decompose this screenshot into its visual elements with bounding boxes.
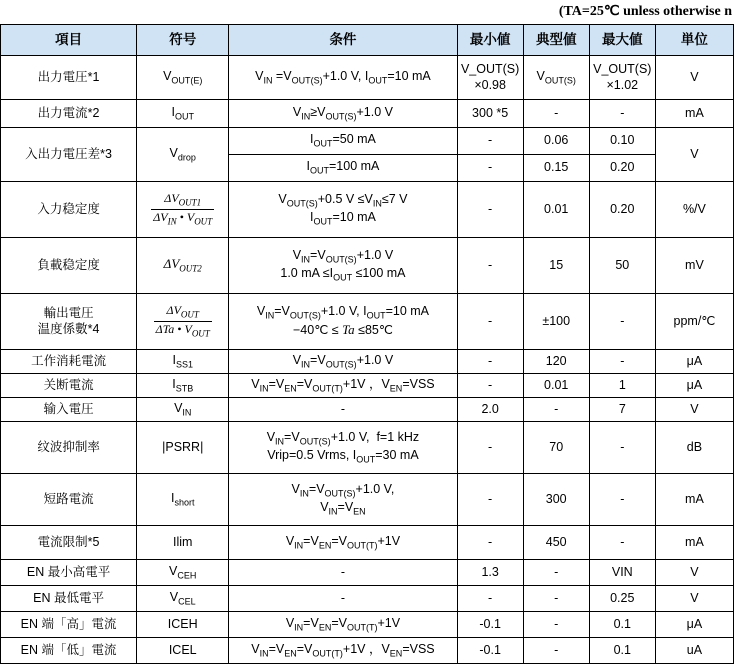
row-condition: $V_{IN}=V_{EN}=V_{OUT(T)}+1V$ ，$V_{EN}=VSS$ — [229, 374, 457, 398]
row-min: - — [457, 238, 523, 294]
row-condition: $I_{OUT}=100$ mA — [229, 155, 457, 182]
row-symbol: Ilim — [137, 526, 229, 560]
row-condition: $V_{IN}=V_{EN}=V_{OUT(T)}+1V$ — [229, 526, 457, 560]
row-item: 短路電流 — [1, 474, 137, 526]
row-symbol: $I_{OUT}$ — [137, 100, 229, 128]
row-max: - — [589, 100, 655, 128]
row-min — [457, 56, 523, 100]
row-item: EN 最低電平 — [1, 586, 137, 612]
row-max: 50 — [589, 238, 655, 294]
row-unit: ppm/℃ — [655, 294, 733, 350]
table-caption: (TA=25℃ unless otherwise n — [558, 4, 732, 19]
symbol-delta: $\Delta V_{OUT2}$ — [163, 256, 202, 274]
row-condition: $V_{IN}=V_{OUT(S)}+1.0$ V, $V_{IN}=V_{EN}$ — [229, 474, 457, 526]
table-row — [1, 56, 734, 100]
fraction-numerator: $\Delta V_{OUT1}$ — [151, 192, 214, 210]
row-min: - — [457, 422, 523, 474]
column-header-condition: 条件 — [229, 25, 457, 56]
row-unit: V — [655, 398, 733, 422]
table-row — [1, 100, 734, 128]
row-typ: 0.15 — [523, 155, 589, 182]
row-min: - — [457, 526, 523, 560]
row-item: 工作消耗電流 — [1, 350, 137, 374]
row-typ: 70 — [523, 422, 589, 474]
column-header-min: 最小値 — [457, 25, 523, 56]
row-max: 0.20 — [589, 155, 655, 182]
column-header-typ: 典型値 — [523, 25, 589, 56]
row-min: - — [457, 294, 523, 350]
table-header-row — [1, 25, 734, 56]
table-row — [1, 612, 734, 638]
row-unit: V — [655, 560, 733, 586]
row-symbol: $V_{CEL}$ — [137, 586, 229, 612]
row-symbol: $I_{SS1}$ — [137, 350, 229, 374]
table-row — [1, 294, 734, 350]
table-row — [1, 238, 734, 294]
row-max: - — [589, 294, 655, 350]
row-condition: $V_{IN}=V_{OUT(S)}+1.0$ V, f=1 kHz Vrip=0.5 Vrms, $I_{OUT}=30$ mA — [229, 422, 457, 474]
row-typ: 120 — [523, 350, 589, 374]
row-max: - — [589, 350, 655, 374]
row-min: 2.0 — [457, 398, 523, 422]
row-item: 纹波抑制率 — [1, 422, 137, 474]
row-item: EN 端「低」電流 — [1, 638, 137, 664]
symbol-fraction — [154, 304, 212, 338]
row-item: 输入電圧 — [1, 398, 137, 422]
row-typ: - — [523, 560, 589, 586]
row-typ: - — [523, 638, 589, 664]
row-min: 1.3 — [457, 560, 523, 586]
table-row — [1, 128, 734, 155]
row-max: 7 — [589, 398, 655, 422]
row-item: 入力稳定度 — [1, 182, 137, 238]
row-unit: V — [655, 586, 733, 612]
table-row — [1, 398, 734, 422]
row-symbol: $V_{drop}$ — [137, 128, 229, 182]
row-unit: μA — [655, 350, 733, 374]
row-item: EN 端「高」電流 — [1, 612, 137, 638]
row-symbol: $V_{OUT(E)}$ — [137, 56, 229, 100]
electrical-characteristics-table — [0, 24, 734, 664]
item-line1: 輸出電圧 — [43, 305, 94, 320]
row-condition: $V_{IN}\ge V_{OUT(S)}+1.0$ V — [229, 100, 457, 128]
symbol-fraction — [151, 192, 214, 226]
row-min: 300 *5 — [457, 100, 523, 128]
row-condition: $V_{IN}=V_{OUT(S)}+1.0$ V 1.0 mA $\le I_{OUT} \le 100$ mA — [229, 238, 457, 294]
table-row — [1, 182, 734, 238]
row-unit: mA — [655, 474, 733, 526]
row-min: - — [457, 474, 523, 526]
row-min: - — [457, 374, 523, 398]
row-condition: $V_{OUT(S)}+0.5$ $V \le V_{IN}\le 7$ V $I_{OUT}=10$ mA — [229, 182, 457, 238]
item-line2: 温度係數*4 — [37, 321, 100, 336]
table-row — [1, 350, 734, 374]
table-row — [1, 474, 734, 526]
row-condition: - — [229, 560, 457, 586]
row-max: 0.10 — [589, 128, 655, 155]
row-typ: 15 — [523, 238, 589, 294]
row-typ: - — [523, 398, 589, 422]
min-line2: ×0.98 — [474, 77, 506, 92]
row-item: 負載稳定度 — [1, 238, 137, 294]
row-max: 1 — [589, 374, 655, 398]
row-typ: $V_{OUT(S)}$ — [523, 56, 589, 100]
row-condition: $V_{IN} =V_{OUT(S)}+1.0$ V, $I_{OUT}=10$ mA — [229, 56, 457, 100]
row-unit: %/V — [655, 182, 733, 238]
row-max — [589, 56, 655, 100]
row-max: 0.25 — [589, 586, 655, 612]
row-max: 0.1 — [589, 612, 655, 638]
row-symbol: $V_{IN}$ — [137, 398, 229, 422]
row-min: - — [457, 586, 523, 612]
row-symbol — [137, 294, 229, 350]
table-row — [1, 586, 734, 612]
row-typ: 0.01 — [523, 374, 589, 398]
row-unit: μA — [655, 374, 733, 398]
row-typ: 450 — [523, 526, 589, 560]
row-min: - — [457, 350, 523, 374]
row-symbol: |PSRR| — [137, 422, 229, 474]
table-row — [1, 526, 734, 560]
row-item: 出力電流*2 — [1, 100, 137, 128]
row-min: -0.1 — [457, 612, 523, 638]
row-unit: dB — [655, 422, 733, 474]
row-max: 0.20 — [589, 182, 655, 238]
row-min: -0.1 — [457, 638, 523, 664]
row-unit: mA — [655, 100, 733, 128]
row-unit: V — [655, 128, 733, 182]
row-typ: 300 — [523, 474, 589, 526]
table-row — [1, 560, 734, 586]
row-unit: mA — [655, 526, 733, 560]
row-max: - — [589, 422, 655, 474]
row-item: 電流限制*5 — [1, 526, 137, 560]
row-typ: - — [523, 612, 589, 638]
row-typ: - — [523, 586, 589, 612]
row-unit: μA — [655, 612, 733, 638]
row-typ: 0.06 — [523, 128, 589, 155]
row-symbol: $V_{CEH}$ — [137, 560, 229, 586]
column-header-max: 最大値 — [589, 25, 655, 56]
row-symbol: $I_{STB}$ — [137, 374, 229, 398]
row-item: 入出力電圧差*3 — [1, 128, 137, 182]
fraction-denominator: ΔTa • $V_{OUT}$ — [155, 322, 210, 339]
column-header-unit: 単位 — [655, 25, 733, 56]
row-unit: mV — [655, 238, 733, 294]
max-line2: ×1.02 — [606, 77, 639, 92]
row-unit: V — [655, 56, 733, 100]
row-unit: uA — [655, 638, 733, 664]
max-line1: V_OUT(S) — [593, 61, 652, 76]
row-condition: - — [229, 586, 457, 612]
row-item — [1, 294, 137, 350]
row-min: - — [457, 155, 523, 182]
row-typ: ±100 — [523, 294, 589, 350]
row-typ: 0.01 — [523, 182, 589, 238]
fraction-denominator: $\Delta V_{IN}$ • $V_{OUT}$ — [153, 210, 213, 227]
row-condition: $V_{IN}=V_{EN}=V_{OUT(T)}+1V$ ，$V_{EN}=VSS$ — [229, 638, 457, 664]
row-max: VIN — [589, 560, 655, 586]
table-row — [1, 422, 734, 474]
row-symbol: ICEH — [137, 612, 229, 638]
row-typ: - — [523, 100, 589, 128]
row-condition: $I_{OUT}=50$ mA — [229, 128, 457, 155]
row-min: - — [457, 128, 523, 155]
column-header-symbol: 符号 — [137, 25, 229, 56]
table-row — [1, 374, 734, 398]
row-symbol: ICEL — [137, 638, 229, 664]
row-condition: $V_{IN}=V_{OUT(S)}+1.0$ V — [229, 350, 457, 374]
row-item: 出力電圧*1 — [1, 56, 137, 100]
row-item: 关断電流 — [1, 374, 137, 398]
row-symbol — [137, 182, 229, 238]
row-symbol: $I_{short}$ — [137, 474, 229, 526]
row-symbol — [137, 238, 229, 294]
column-header-item: 項目 — [1, 25, 137, 56]
row-condition: $V_{IN}=V_{OUT(S)}+1.0$ V, $I_{OUT}=10$ mA −40℃ ≤ Ta ≤85℃ — [229, 294, 457, 350]
row-max: 0.1 — [589, 638, 655, 664]
row-condition: - — [229, 398, 457, 422]
fraction-numerator: $\Delta V_{OUT}$ — [154, 304, 212, 322]
min-line1: V_OUT(S) — [460, 61, 520, 76]
row-max: - — [589, 474, 655, 526]
row-condition: $V_{IN}=V_{EN}=V_{OUT(T)}+1V$ — [229, 612, 457, 638]
row-item: EN 最小高電平 — [1, 560, 137, 586]
row-min: - — [457, 182, 523, 238]
table-row — [1, 638, 734, 664]
row-max: - — [589, 526, 655, 560]
